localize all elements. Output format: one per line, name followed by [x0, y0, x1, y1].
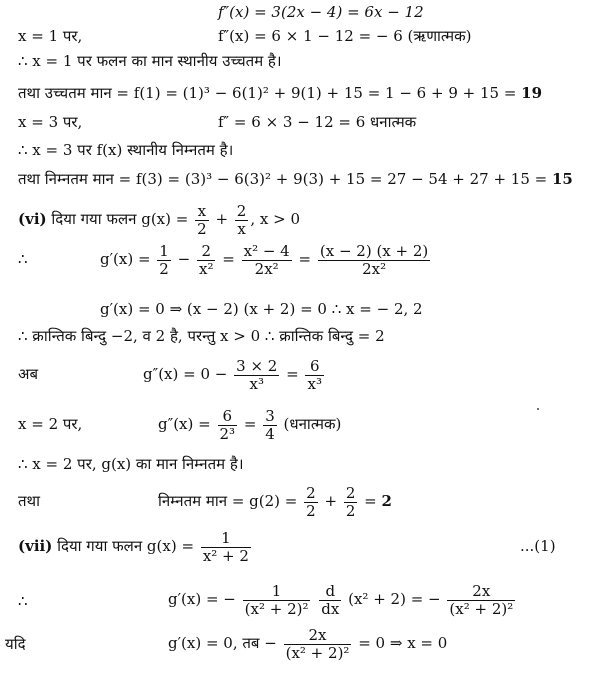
at-x1-label: x = 1 पर,	[18, 27, 83, 45]
yadi-label: यदि	[5, 635, 26, 653]
g-min-statement: ∴ x = 2 पर, g(x) का मान निम्नतम है।	[18, 455, 244, 473]
therefore-symbol-2: ∴	[18, 592, 28, 610]
max-value-line: तथा उच्चतम मान = f(1) = (1)³ − 6(1)² + 9(1) + 15 = 1 − 6 + 9 + 15 = 19	[18, 84, 543, 102]
equation-ref: ...(1)	[520, 537, 556, 555]
local-min-statement: ∴ x = 3 पर f(x) स्थानीय निम्नतम है।	[18, 141, 234, 159]
therefore-symbol: ∴	[18, 250, 28, 268]
frac-2-over-x: $\frac{2}{x}$	[236, 201, 247, 238]
g-double-prime-eq: g″(x) = 0 − $\frac{3 \times 2}{\text{x³}}$ = $\frac{6}{\text{x³}}$	[143, 356, 322, 393]
ab-label: अब	[18, 365, 39, 383]
frac-x-over-2: $\frac{x}{2}$	[197, 201, 207, 238]
g-double-prime-at-2: g″(x) = $\frac{6}{\text{2³}}$ = $\frac{3}{4}$ (धनात्मक)	[158, 406, 342, 443]
g-prime-vii: g′(x) = − $\frac{1}{\text{(x² + 2)²}}$ $\frac{d}{dx}$ (x² + 2) = − $\frac{2x}{\text{(x² + 2)²}}$	[168, 581, 514, 618]
g-prime-equation: g′(x) = $\frac{1}{2}$ − $\frac{2}{\text{x²}}$ = $\frac{\text{x² − 4}}{\text{2x²}}$ = $\frac{(x - 2) (x + 2)}{\text{2x²}}$	[100, 241, 429, 278]
at-x2-label: x = 2 पर,	[18, 415, 83, 433]
g-prime-zero-line: g′(x) = 0 ⇒ (x − 2) (x + 2) = 0 ∴ x = − 2, 2	[100, 300, 423, 318]
stray-dot	[537, 408, 539, 410]
part-vi-header: (vi) दिया गया फलन g(x) = $\frac{x}{2}$ + $\frac{2}{x}$ , x > 0	[18, 201, 300, 238]
tatha-label: तथा	[18, 492, 41, 510]
min-value-line: तथा निम्नतम मान = f(3) = (3)³ − 6(3)² + 9(3) + 15 = 27 − 54 + 27 + 15 = 15	[18, 170, 573, 188]
fpp-at-1: f″(x) = 6 × 1 − 12 = − 6 (ऋणात्मक)	[218, 27, 472, 45]
local-max-statement: ∴ x = 1 पर फलन का मान स्थानीय उच्चतम है।	[18, 52, 282, 70]
part-vii-header: (vii) दिया गया फलन g(x) = $\frac{1}{\text{x² + 2}}$	[18, 528, 249, 565]
critical-points-line: ∴ क्रान्तिक बिन्दु −2, व 2 है, परन्तु x > 0 ∴ क्रान्तिक बिन्दु = 2	[18, 327, 385, 345]
g-prime-zero-vii: g′(x) = 0, तब − $\frac{2x}{\text{(x² + 2)²}}$ = 0 ⇒ x = 0	[168, 625, 448, 662]
second-derivative-f: f″(x) = 3(2x − 4) = 6x − 12	[218, 3, 424, 21]
fpp-at-3: f″ = 6 × 3 − 12 = 6 धनात्मक	[218, 113, 417, 131]
at-x3-label: x = 3 पर,	[18, 113, 83, 131]
g-min-value: निम्नतम मान = g(2) = $\frac{2}{2}$ + $\frac{2}{2}$ = 2	[158, 483, 392, 520]
